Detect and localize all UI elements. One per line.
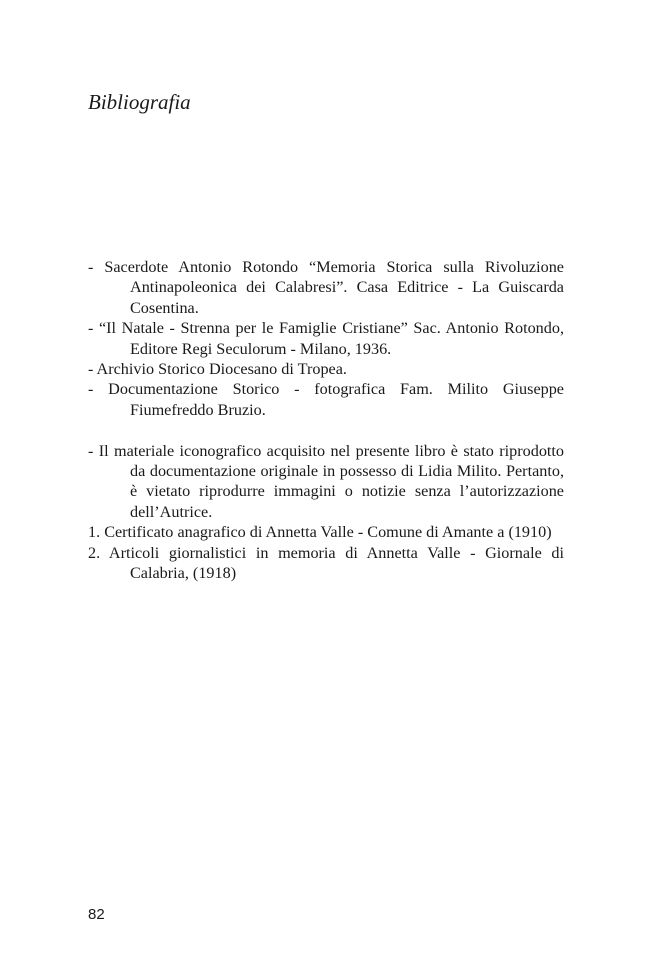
bibliography-entry: - Archivio Storico Diocesano di Tropea. [88,360,347,379]
source-list-item: 1. Certificato anagrafico di Annetta Valle - Comune di Amante a (1910) [88,523,552,542]
bibliography-body [88,257,564,583]
copyright-note: - Il materiale iconografico acquisito nel presente libro è stato riprodotto da documentazione originale in possesso di Lidia Milito. Pertanto, è vietato riprodurre immagini o notizie senza l’autorizzazione dell’Autrice. [88,441,564,521]
bibliography-entry: - Sacerdote Antonio Rotondo “Memoria Storica sulla Rivoluzione Antinapoleonica dei Calabresi”. Casa Editrice - La Guiscarda Cosentina. [88,258,564,317]
page-title: Bibliografia [88,90,191,114]
bibliography-entry: - Documentazione Storico - fotografica Fam. Milito Giuseppe Fiumefreddo Bruzio. [88,380,564,419]
page-number: 82 [88,906,105,923]
section-spacer [88,420,564,440]
source-list-item: 2. Articoli giornalistici in memoria di Annetta Valle - Giornale di Calabria, (1918) [88,543,564,583]
bibliography-entry: - “Il Natale - Strenna per le Famiglie Cristiane” Sac. Antonio Rotondo, Editore Regi Seculorum - Milano, 1936. [88,319,564,358]
